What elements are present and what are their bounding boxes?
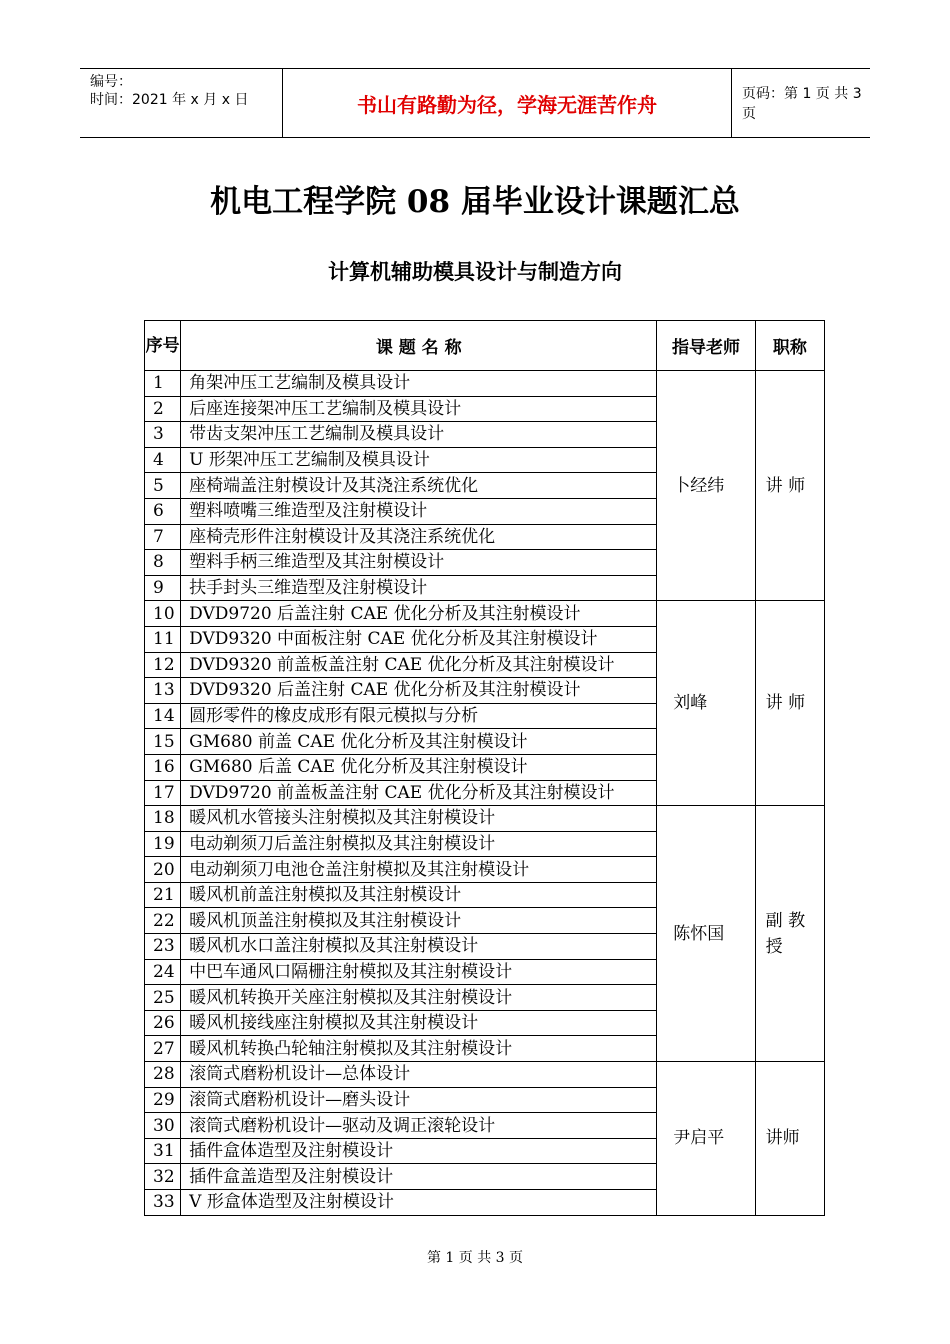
row-number: 1 (145, 371, 181, 397)
row-number: 18 (145, 806, 181, 832)
table-row (145, 601, 825, 627)
row-number: 27 (145, 1036, 181, 1062)
advisor-name: 陈怀国 (657, 806, 755, 1062)
row-topic: 滚筒式磨粉机设计—磨头设计 (181, 1087, 657, 1113)
row-topic: DVD9720 后盖注射 CAE 优化分析及其注射模设计 (181, 601, 657, 627)
row-topic: DVD9320 中面板注射 CAE 优化分析及其注射模设计 (181, 626, 657, 652)
row-topic: 暖风机水口盖注射模拟及其注射模设计 (181, 934, 657, 960)
row-number: 2 (145, 396, 181, 422)
row-topic: 角架冲压工艺编制及模具设计 (181, 371, 657, 397)
advisor-name: 刘峰 (657, 601, 755, 806)
row-number: 13 (145, 678, 181, 704)
row-topic: GM680 前盖 CAE 优化分析及其注射模设计 (181, 729, 657, 755)
row-topic: 暖风机转换凸轮轴注射模拟及其注射模设计 (181, 1036, 657, 1062)
row-topic: 滚筒式磨粉机设计—总体设计 (181, 1062, 657, 1088)
topics-body (145, 371, 825, 1216)
row-topic: 暖风机水管接头注射模拟及其注射模设计 (181, 806, 657, 832)
row-topic: 插件盒体造型及注射模设计 (181, 1138, 657, 1164)
row-topic: 带齿支架冲压工艺编制及模具设计 (181, 422, 657, 448)
row-number: 9 (145, 575, 181, 601)
table-row (145, 371, 825, 397)
row-number: 17 (145, 780, 181, 806)
row-topic: 扶手封头三维造型及注射模设计 (181, 575, 657, 601)
row-topic: 后座连接架冲压工艺编制及模具设计 (181, 396, 657, 422)
row-number: 14 (145, 703, 181, 729)
row-number: 5 (145, 473, 181, 499)
row-number: 12 (145, 652, 181, 678)
row-topic: 塑料喷嘴三维造型及注射模设计 (181, 498, 657, 524)
row-topic: GM680 后盖 CAE 优化分析及其注射模设计 (181, 754, 657, 780)
advisor-name: 卜经纬 (657, 371, 755, 601)
row-number: 15 (145, 729, 181, 755)
row-number: 29 (145, 1087, 181, 1113)
row-number: 31 (145, 1138, 181, 1164)
header-topic: 课 题 名 称 (181, 321, 657, 371)
row-number: 6 (145, 498, 181, 524)
header-motto: 书山有路勤为径，学海无涯苦作舟 (282, 69, 732, 137)
row-number: 7 (145, 524, 181, 550)
row-topic: DVD9320 后盖注射 CAE 优化分析及其注射模设计 (181, 678, 657, 704)
row-number: 20 (145, 857, 181, 883)
advisor-title: 讲师 (755, 1062, 824, 1216)
row-topic: 暖风机转换开关座注射模拟及其注射模设计 (181, 985, 657, 1011)
document-title: 机电工程学院 08 届毕业设计课题汇总 (210, 184, 740, 220)
header-meta (80, 69, 282, 137)
row-number: 11 (145, 626, 181, 652)
header-page-info: 页码：第 1 页 共 3 页 (742, 86, 862, 122)
document-date: 时间：2021 年 x 月 x 日 (90, 92, 249, 108)
row-topic: 暖风机前盖注射模拟及其注射模设计 (181, 882, 657, 908)
row-number: 8 (145, 550, 181, 576)
row-number: 26 (145, 1010, 181, 1036)
row-number: 22 (145, 908, 181, 934)
row-topic: 插件盒盖造型及注射模设计 (181, 1164, 657, 1190)
row-topic: DVD9320 前盖板盖注射 CAE 优化分析及其注射模设计 (181, 652, 657, 678)
header-title: 职称 (755, 321, 824, 371)
row-number: 19 (145, 831, 181, 857)
row-number: 23 (145, 934, 181, 960)
row-number: 24 (145, 959, 181, 985)
row-topic: 暖风机顶盖注射模拟及其注射模设计 (181, 908, 657, 934)
advisor-title: 讲 师 (755, 601, 824, 806)
advisor-title: 副 教 授 (755, 806, 824, 1062)
row-topic: 圆形零件的橡皮成形有限元模拟与分析 (181, 703, 657, 729)
row-number: 4 (145, 447, 181, 473)
page-footer: 第 1 页 共 3 页 (426, 1250, 524, 1266)
topics-table (144, 320, 825, 1216)
row-number: 25 (145, 985, 181, 1011)
table-row (145, 806, 825, 832)
advisor-name: 尹启平 (657, 1062, 755, 1216)
row-number: 3 (145, 422, 181, 448)
document-header (80, 68, 870, 138)
row-topic: V 形盒体造型及注射模设计 (181, 1190, 657, 1216)
row-number: 28 (145, 1062, 181, 1088)
row-topic: 电动剃须刀后盖注射模拟及其注射模设计 (181, 831, 657, 857)
table-header-row (145, 321, 825, 371)
row-number: 30 (145, 1113, 181, 1139)
row-number: 10 (145, 601, 181, 627)
row-topic: 暖风机接线座注射模拟及其注射模设计 (181, 1010, 657, 1036)
row-topic: 座椅壳形件注射模设计及其浇注系统优化 (181, 524, 657, 550)
row-number: 32 (145, 1164, 181, 1190)
row-number: 33 (145, 1190, 181, 1216)
row-topic: 座椅端盖注射模设计及其浇注系统优化 (181, 473, 657, 499)
row-topic: DVD9720 前盖板盖注射 CAE 优化分析及其注射模设计 (181, 780, 657, 806)
row-topic: U 形架冲压工艺编制及模具设计 (181, 447, 657, 473)
table-row (145, 1062, 825, 1088)
row-topic: 滚筒式磨粉机设计—驱动及调正滚轮设计 (181, 1113, 657, 1139)
row-topic: 中巴车通风口隔栅注射模拟及其注射模设计 (181, 959, 657, 985)
row-topic: 塑料手柄三维造型及其注射模设计 (181, 550, 657, 576)
row-number: 16 (145, 754, 181, 780)
document-number-label: 编号： (90, 74, 132, 90)
document-subtitle: 计算机辅助模具设计与制造方向 (328, 260, 622, 284)
advisor-title: 讲 师 (755, 371, 824, 601)
header-advisor: 指导老师 (657, 321, 755, 371)
row-topic: 电动剃须刀电池仓盖注射模拟及其注射模设计 (181, 857, 657, 883)
header-num: 序号 (145, 321, 181, 371)
row-number: 21 (145, 882, 181, 908)
